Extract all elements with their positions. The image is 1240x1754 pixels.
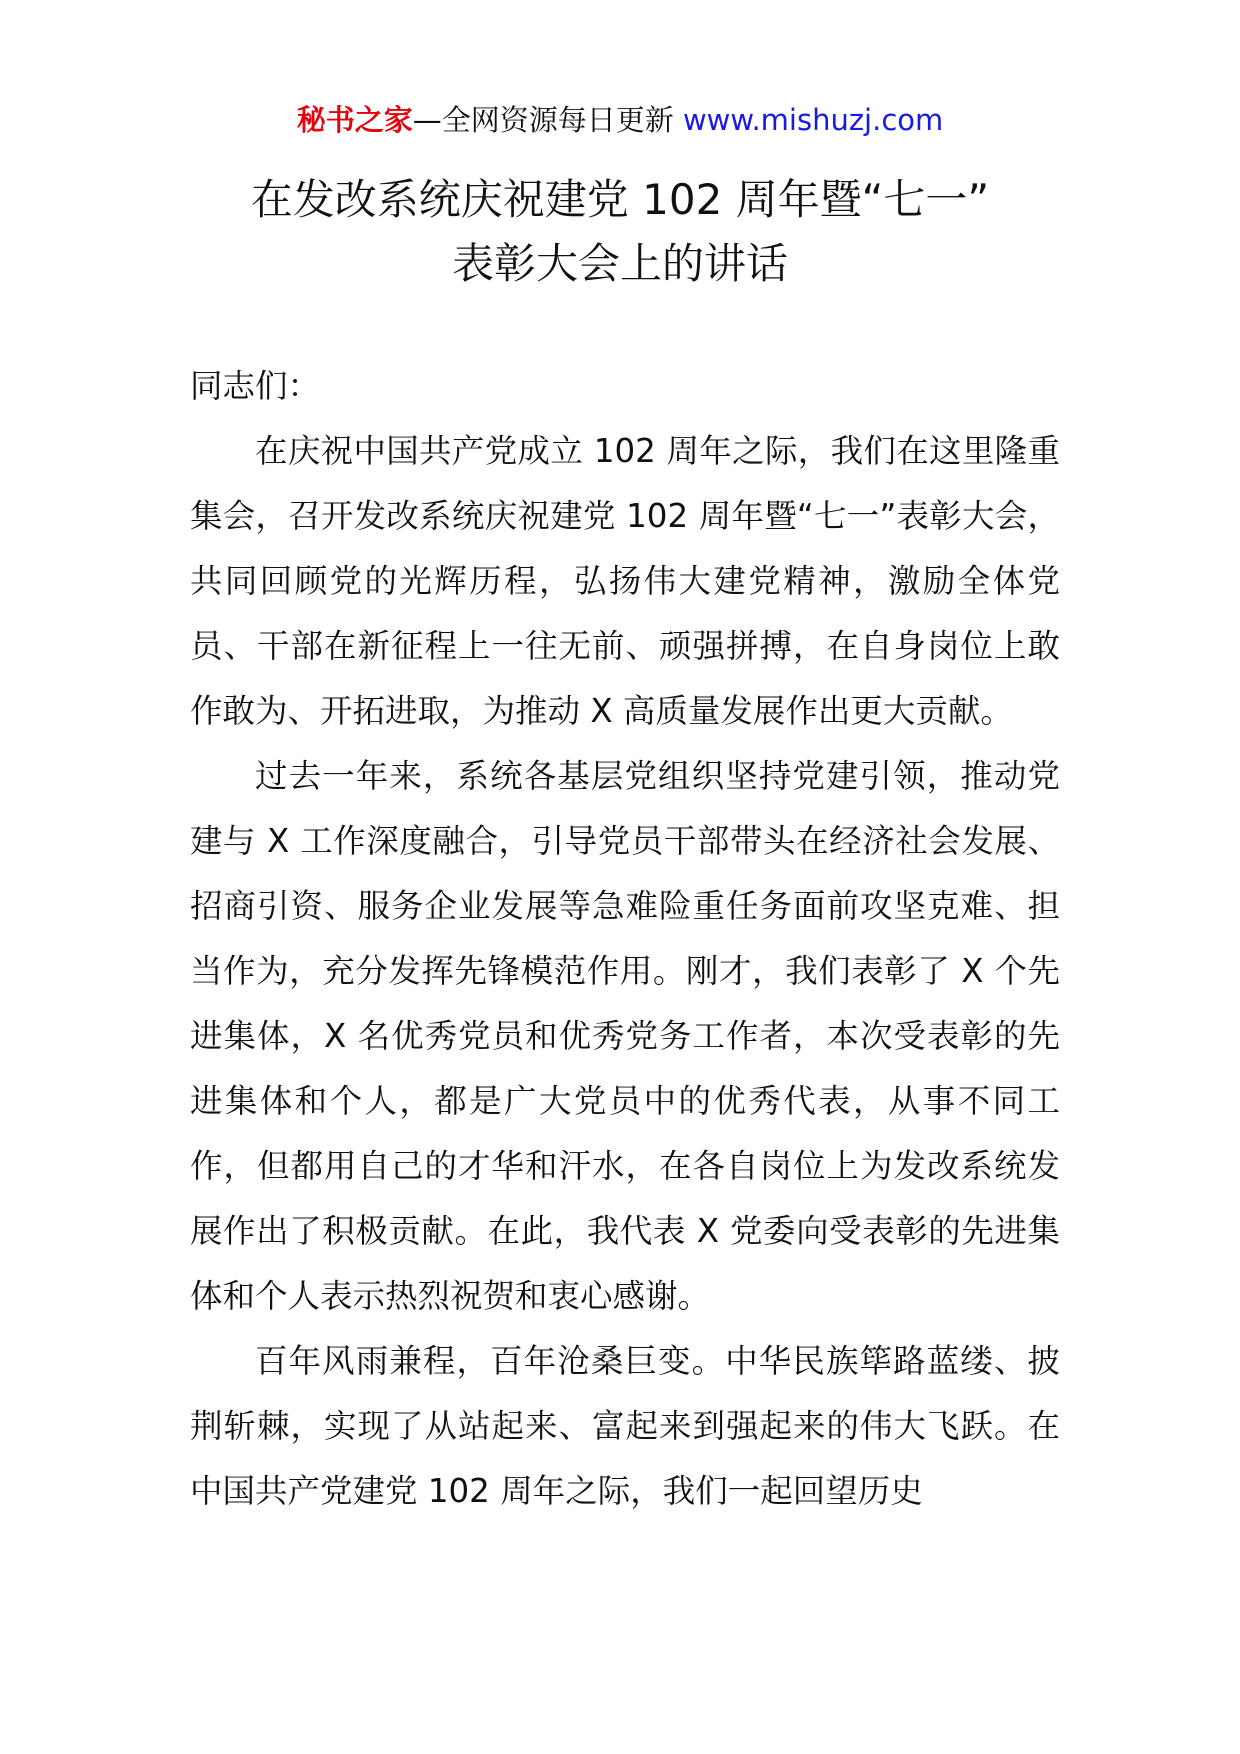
- site-url-link[interactable]: www.mishuzj.com: [682, 103, 944, 137]
- body-paragraph-2: 过去一年来，系统各基层党组织坚持党建引领，推动党建与 X 工作深度融合，引导党员干部带头在经济社会发展、招商引资、服务企业发展等急难险重任务面前攻坚克难、担当作为，充分发挥先锋模范作用。刚才，我们表彰了 X 个先进集体，X 名优秀党员和优秀党务工作者，本次受表彰的先进集体和个人，都是广大党员中的优秀代表，从事不同工作，但都用自己的才华和汗水，在各自岗位上为发改系统发展作出了积极贡献。在此，我代表 X 党委向受表彰的先进集体和个人表示热烈祝贺和衷心感谢。: [190, 757, 1060, 1315]
- title-line-1: 在发改系统庆祝建党 102 周年暨“七一”: [250, 175, 990, 224]
- salutation: 同志们：: [190, 367, 321, 405]
- body-paragraph-3: 百年风雨兼程，百年沧桑巨变。中华民族筚路蓝缕、披荆斩棘，实现了从站起来、富起来到强起来的伟大飞跃。在中国共产党建党 102 周年之际，我们一起回望历史: [190, 1342, 1060, 1510]
- header-tagline: —全网资源每日更新: [412, 103, 674, 137]
- brand-name: 秘书之家: [296, 103, 413, 137]
- document-title: [0, 168, 1240, 296]
- document-body: [190, 354, 1060, 1524]
- body-paragraph-1: 在庆祝中国共产党成立 102 周年之际，我们在这里隆重集会，召开发改系统庆祝建党 102 周年暨“七一”表彰大会，共同回顾党的光辉历程，弘扬伟大建党精神，激励全体党员、干部在新征程上一往无前、顽强拼搏，在自身岗位上敢作敢为、开拓进取，为推动 X 高质量发展作出更大贡献。: [190, 432, 1060, 730]
- site-header: [0, 100, 1240, 140]
- title-line-2: 表彰大会上的讲话: [451, 239, 788, 288]
